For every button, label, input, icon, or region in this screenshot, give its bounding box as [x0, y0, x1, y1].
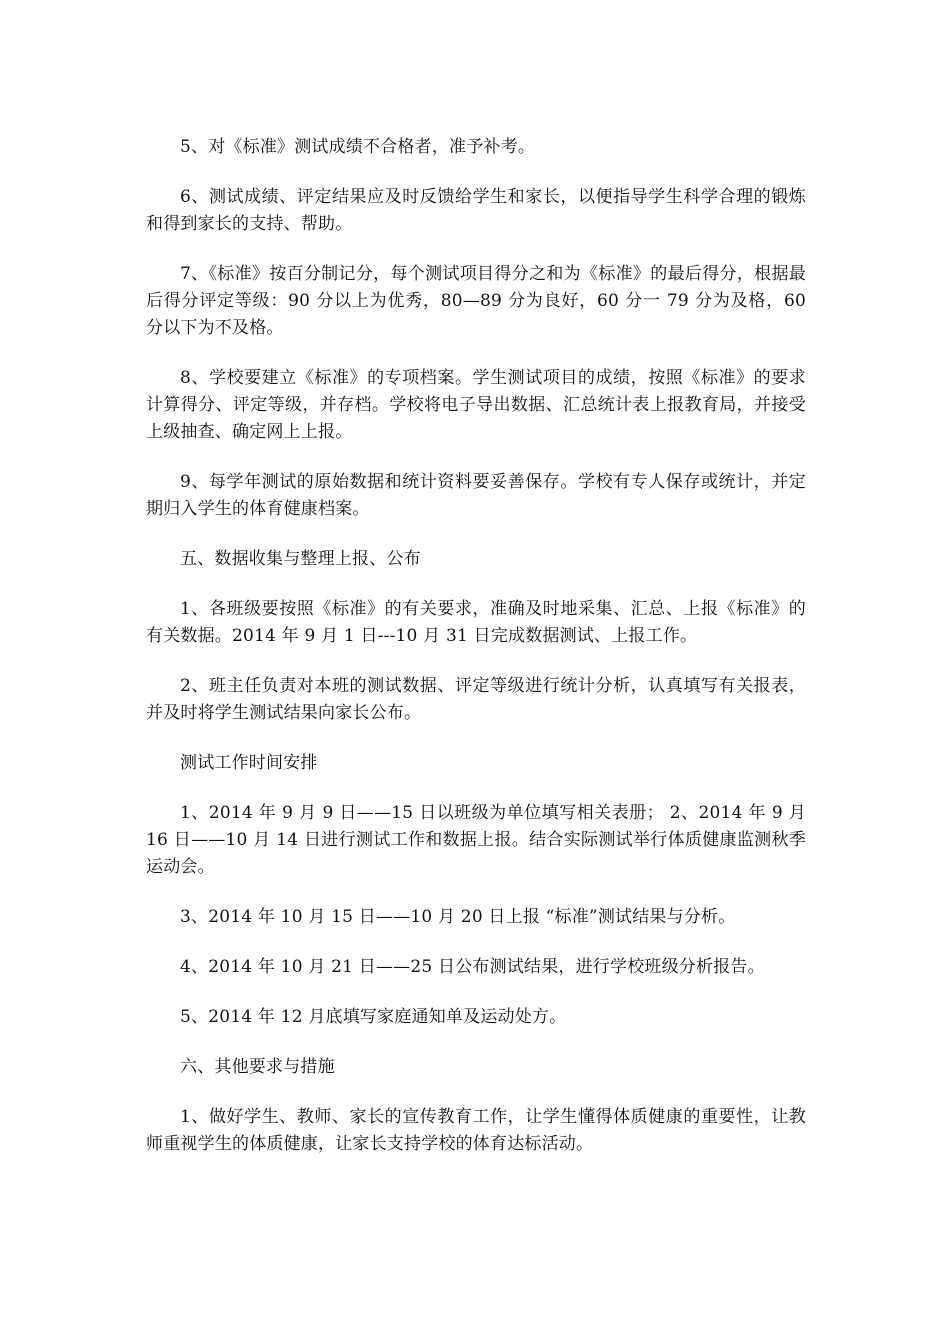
paragraph-class-data: 1、各班级要按照《标准》的有关要求，准确及时地采集、汇总、上报《标准》的有关数据。2014 年 9 月 1 日---10 月 31 日完成数据测试、上报工作。	[146, 599, 806, 646]
paragraph-scoring: 7、《标准》按百分制记分，每个测试项目得分之和为《标准》的最后得分，根据最后得分评定等级：90 分以上为优秀，80—89 分为良好，60 分一 79 分为及格，60 分以下为不及格。	[146, 264, 806, 338]
paragraph-feedback: 6、测试成绩、评定结果应及时反馈给学生和家长，以便指导学生科学合理的锻炼和得到家长的支持、帮助。	[146, 187, 806, 234]
paragraph-head-teacher: 2、班主任负责对本班的测试数据、评定等级进行统计分析，认真填写有关报表，并及时将学生测试结果向家长公布。	[146, 676, 806, 723]
section-heading-data-collection: 五、数据收集与整理上报、公布	[180, 549, 421, 569]
paragraph-publicity: 1、做好学生、教师、家长的宣传教育工作，让学生懂得体质健康的重要性，让教师重视学生的体质健康，让家长支持学校的体育达标活动。	[146, 1107, 806, 1154]
paragraph-archive: 8、学校要建立《标准》的专项档案。学生测试项目的成绩，按照《标准》的要求计算得分、评定等级，并存档。学校将电子导出数据、汇总统计表上报教育局，并接受上级抽查、确定网上上报。	[146, 368, 806, 442]
paragraph-retest: 5、对《标准》测试成绩不合格者，准予补考。	[180, 137, 536, 157]
paragraph-schedule-4: 4、2014 年 10 月 21 日——25 日公布测试结果，进行学校班级分析报告。	[180, 957, 765, 977]
section-heading-schedule: 测试工作时间安排	[180, 753, 318, 773]
paragraph-schedule-3: 3、2014 年 10 月 15 日——10 月 20 日上报 “标准”测试结果与分析。	[180, 907, 736, 927]
paragraph-data-storage: 9、每学年测试的原始数据和统计资料要妥善保存。学校有专人保存或统计，并定期归入学生的体育健康档案。	[146, 472, 806, 519]
section-heading-other-requirements: 六、其他要求与措施	[180, 1057, 335, 1077]
paragraph-schedule-5: 5、2014 年 12 月底填写家庭通知单及运动处方。	[180, 1007, 567, 1027]
paragraph-schedule-1-2: 1、2014 年 9 月 9 日——15 日以班级为单位填写相关表册； 2、2014 年 9 月 16 日——10 月 14 日进行测试工作和数据上报。结合实际测试举行体质健康监测秋季运动会。	[146, 803, 806, 877]
document-body	[146, 134, 806, 1181]
